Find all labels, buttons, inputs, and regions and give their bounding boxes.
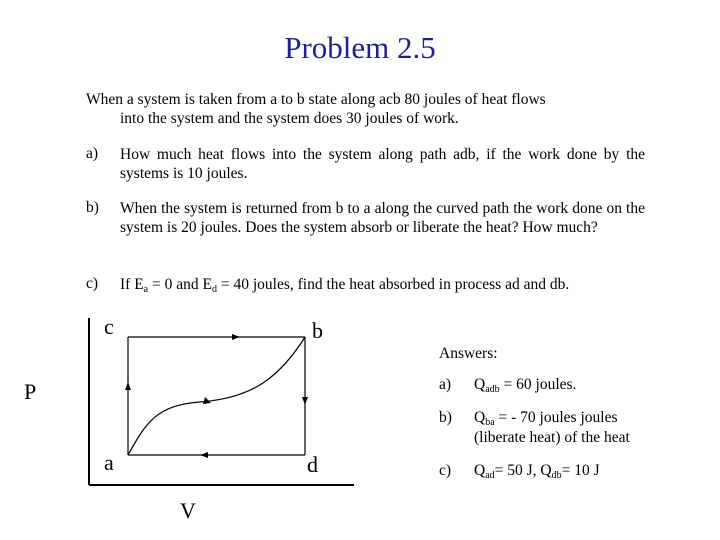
- page-title: Problem 2.5: [284, 30, 436, 65]
- question-a-text: How much heat flows into the system along path adb, if the work done by the systems is 10 joules.: [120, 146, 645, 182]
- answer-b-label: b): [439, 409, 452, 426]
- answer-c-text: $Q_{ad}= 50$ J, $Q_{db}= 10$ J: [474, 462, 600, 481]
- question-a-label: a): [86, 145, 99, 162]
- state-c-label: c: [104, 314, 114, 339]
- answer-c-label: c): [439, 462, 452, 479]
- curved-path: [128, 337, 305, 455]
- state-a-label: a: [104, 450, 114, 475]
- answer-b-line2: (liberate heat) of the heat: [474, 429, 630, 446]
- answer-a-label: a): [439, 376, 452, 393]
- arrow-bd: [302, 397, 308, 405]
- question-b-label: b): [86, 199, 99, 216]
- answer-a-text: $Q_{adb} = 60$ joules.: [474, 376, 577, 395]
- question-c-label: c): [86, 275, 99, 292]
- arrow-da: [200, 452, 208, 458]
- arrow-cb: [232, 334, 240, 340]
- state-d-label: d: [307, 452, 318, 477]
- answers-heading: Answers:: [439, 345, 498, 362]
- p-axis-label: P: [24, 379, 37, 404]
- state-b-label: b: [312, 318, 323, 343]
- question-c-text: If $E_a = 0$ and $E_d = 40$ joules, find the heat absorbed in process ad and db.: [120, 276, 570, 295]
- intro-line-1: When a system is taken from a to b state along acb 80 joules of heat flows: [86, 91, 546, 108]
- intro-line-2: into the system and the system does 30 joules of work.: [120, 110, 459, 127]
- arrow-ac: [125, 382, 131, 390]
- answer-b-text: $Q_{ba}$ = - 70 joules joules: [474, 409, 618, 428]
- question-b-text: When the system is returned from b to a along the curved path the work done on the system is 20 joules. Does the system absorb or liberate the heat? How much?: [120, 200, 645, 236]
- v-axis-label: V: [180, 498, 196, 523]
